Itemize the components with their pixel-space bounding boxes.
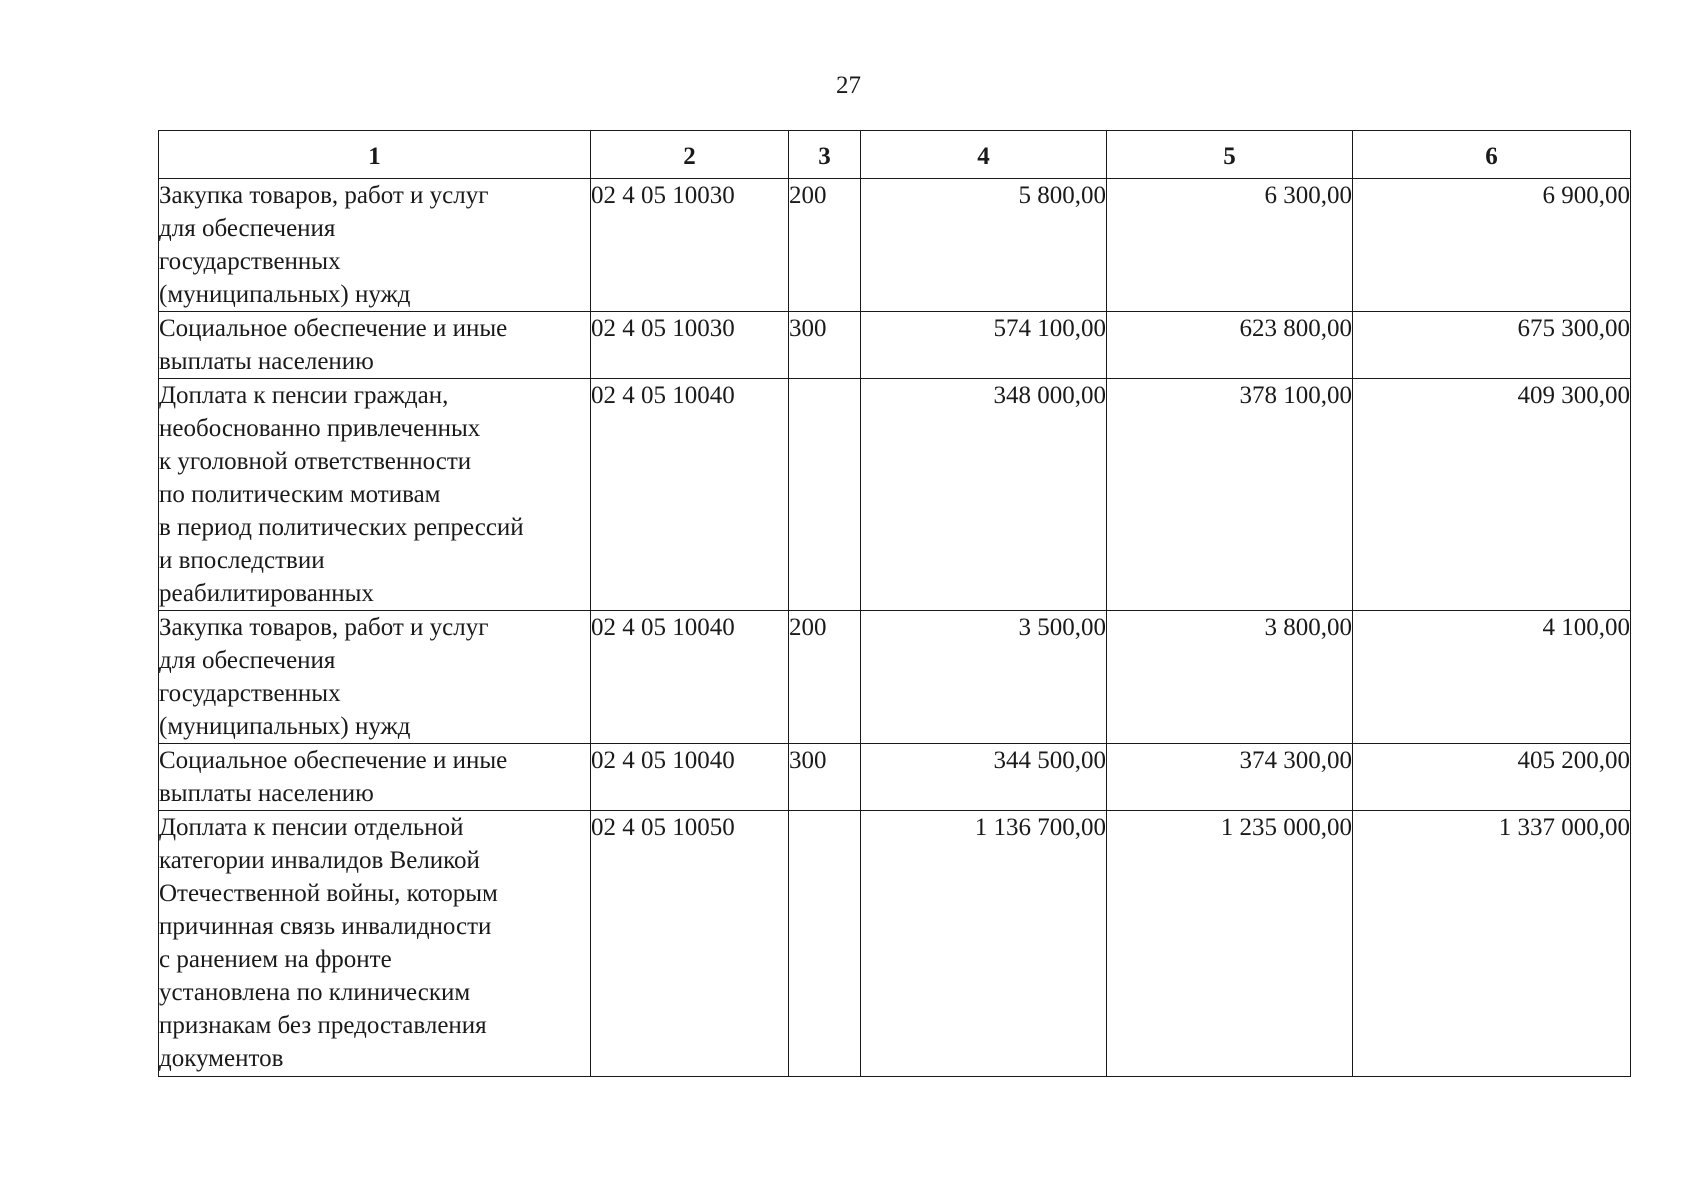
column-header-1: 1 <box>159 131 591 179</box>
row-name-line: и впоследствии <box>159 547 325 574</box>
row-type: 300 <box>789 744 861 811</box>
row-type <box>789 811 861 1077</box>
row-value-5: 374 300,00 <box>1107 744 1353 811</box>
row-type: 200 <box>789 179 861 312</box>
row-value-5: 1 235 000,00 <box>1107 811 1353 1077</box>
row-value-5: 378 100,00 <box>1107 379 1353 611</box>
table-row <box>159 179 1631 312</box>
row-name-line: категории инвалидов Великой <box>159 847 480 874</box>
row-name-line: выплаты населению <box>159 348 374 375</box>
column-header-5: 5 <box>1107 131 1353 179</box>
row-name-line: к уголовной ответственности <box>159 448 472 475</box>
row-value-4: 5 800,00 <box>861 179 1107 312</box>
row-code: 02 4 05 10030 <box>591 179 789 312</box>
column-header-6: 6 <box>1353 131 1631 179</box>
row-name-line: (муниципальных) нужд <box>159 713 411 740</box>
row-value-5: 3 800,00 <box>1107 611 1353 744</box>
row-type <box>789 379 861 611</box>
column-header-4: 4 <box>861 131 1107 179</box>
row-value-6: 405 200,00 <box>1353 744 1631 811</box>
row-value-4: 344 500,00 <box>861 744 1107 811</box>
row-name-line: необоснованно привлеченных <box>159 415 481 442</box>
row-name-line: с ранением на фронте <box>159 946 392 973</box>
row-value-4: 574 100,00 <box>861 312 1107 379</box>
row-name-line: (муниципальных) нужд <box>159 281 411 308</box>
row-name <box>159 811 591 1077</box>
row-name <box>159 744 591 811</box>
row-value-5: 6 300,00 <box>1107 179 1353 312</box>
row-value-6: 4 100,00 <box>1353 611 1631 744</box>
row-value-4: 1 136 700,00 <box>861 811 1107 1077</box>
row-value-4: 348 000,00 <box>861 379 1107 611</box>
table-row <box>159 811 1631 1077</box>
row-name-line: установлена по клиническим <box>159 979 471 1006</box>
row-name-line: Социальное обеспечение и иные <box>159 747 508 774</box>
row-code: 02 4 05 10030 <box>591 312 789 379</box>
row-value-6: 6 900,00 <box>1353 179 1631 312</box>
row-name-line: в период политических репрессий <box>159 514 524 541</box>
table-row <box>159 611 1631 744</box>
row-name-line: государственных <box>159 680 341 707</box>
row-name-line: выплаты населению <box>159 780 374 807</box>
row-name <box>159 379 591 611</box>
row-value-6: 409 300,00 <box>1353 379 1631 611</box>
row-value-6: 675 300,00 <box>1353 312 1631 379</box>
table-row <box>159 379 1631 611</box>
row-name <box>159 179 591 312</box>
budget-table <box>158 130 1631 1077</box>
row-name-line: Отечественной войны, которым <box>159 880 498 907</box>
row-name-line: признакам без предоставления <box>159 1012 487 1039</box>
row-name-line: реабилитированных <box>159 580 374 607</box>
row-type: 300 <box>789 312 861 379</box>
row-code: 02 4 05 10040 <box>591 379 789 611</box>
row-value-4: 3 500,00 <box>861 611 1107 744</box>
table-row <box>159 744 1631 811</box>
row-name-line: Закупка товаров, работ и услуг <box>159 182 489 209</box>
row-code: 02 4 05 10040 <box>591 744 789 811</box>
row-code: 02 4 05 10050 <box>591 811 789 1077</box>
table-row <box>159 312 1631 379</box>
row-value-5: 623 800,00 <box>1107 312 1353 379</box>
row-type: 200 <box>789 611 861 744</box>
row-name-line: Закупка товаров, работ и услуг <box>159 614 489 641</box>
row-name-line: для обеспечения <box>159 647 336 674</box>
row-value-6: 1 337 000,00 <box>1353 811 1631 1077</box>
row-name-line: причинная связь инвалидности <box>159 913 492 940</box>
column-header-3: 3 <box>789 131 861 179</box>
row-name-line: для обеспечения <box>159 215 336 242</box>
table-header-row <box>159 131 1631 179</box>
row-name-line: Социальное обеспечение и иные <box>159 315 508 342</box>
row-code: 02 4 05 10040 <box>591 611 789 744</box>
row-name-line: документов <box>159 1045 284 1072</box>
row-name-line: государственных <box>159 248 341 275</box>
row-name <box>159 611 591 744</box>
row-name-line: по политическим мотивам <box>159 481 441 508</box>
page-number: 27 <box>836 72 861 99</box>
row-name-line: Доплата к пенсии граждан, <box>159 382 449 409</box>
row-name-line: Доплата к пенсии отдельной <box>159 814 464 841</box>
column-header-2: 2 <box>591 131 789 179</box>
row-name <box>159 312 591 379</box>
